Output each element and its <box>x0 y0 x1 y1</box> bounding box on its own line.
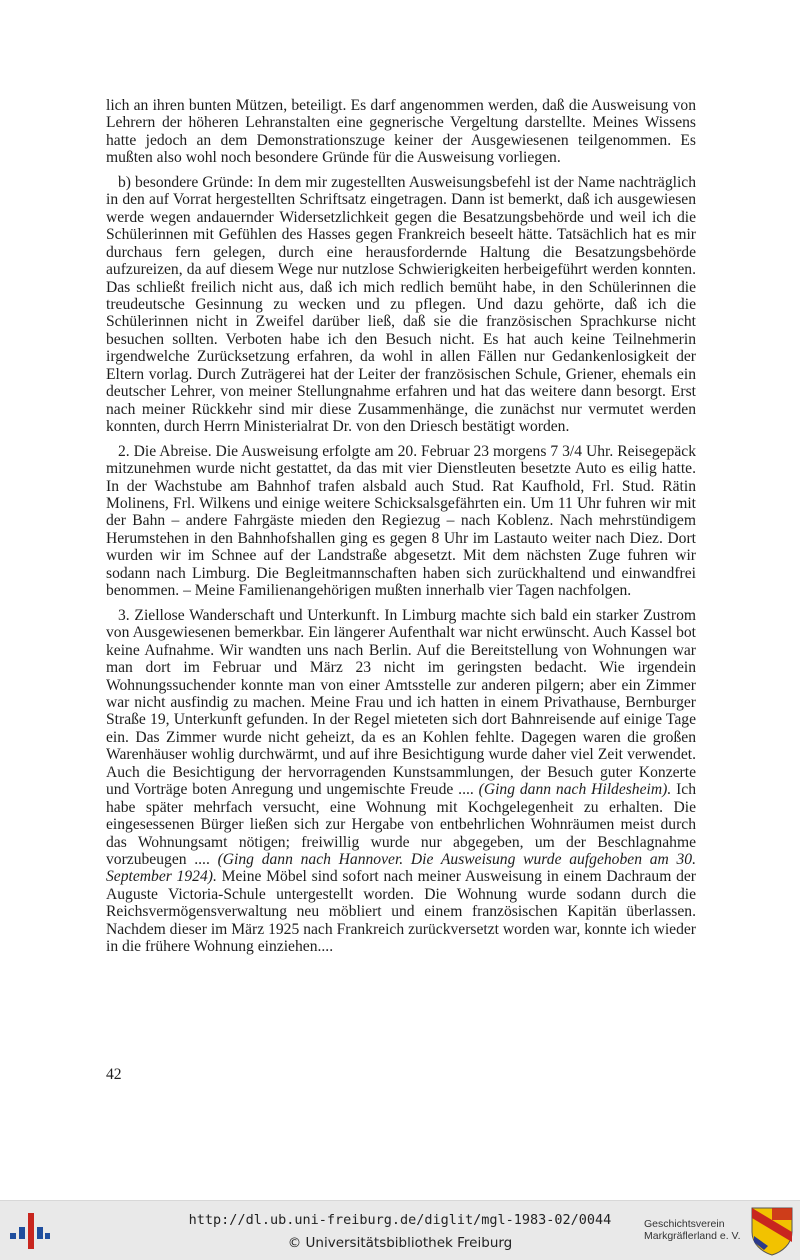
coat-of-arms-icon <box>750 1206 794 1256</box>
italic-note: (Ging dann nach Hildesheim). <box>478 781 672 799</box>
paragraph <box>106 443 696 600</box>
viewer-footer <box>0 1200 800 1260</box>
society-name <box>644 1218 754 1242</box>
body-text <box>106 97 696 963</box>
text-run: Ich habe später mehrfach versucht, eine Wohnung mit Kochgelegenheit zu erhalten. Die eingesessenen Bürger ließen sich zur Hergabe von entbehrlichen Wohnräumen meist durch das Wohnungsamt nötigen; freiwillig wurde nur abgegeben, um der Beschlagnahme vorzubeugen .... <box>106 781 696 869</box>
society-name-line-2: Markgräflerland e. V. <box>644 1230 741 1242</box>
paragraph <box>106 97 696 167</box>
text-run: 2. Die Abreise. Die Ausweisung erfolgte am 20. Februar 23 morgens 7 3/4 Uhr. Reisegepäck mitzunehmen wurde nicht gestattet, da das mit vier Dienstleuten besetzte Auto es eilig hatte. In der Wachstube am Bahnhof trafen alsbald auch Stud. Rat Kaufhold, Frl. Stud. Rätin Molinens, Frl. Wilkens und einige weitere Schicksalsgefährten ein. Um 11 Uhr fuhren wir mit der Bahn – andere Fahrgäste mieden den Regiezug – nach Koblenz. Nach mehrstündigem Herumstehen in den Bahnhofshallen ging es gegen 8 Uhr im Lastauto weiter nach Diez. Dort wurden wir im Schnee auf der Landstraße abgesetzt. Mit dem nächsten Zuge fuhren wir sodann nach Limburg. Die Begleitmannschaften haben sich zurückhaltend und einwandfrei benommen. – Meine Familienangehörigen mußten innerhalb vier Tagen nachfolgen. <box>106 442 696 600</box>
page-number: 42 <box>106 1066 122 1083</box>
text-run: lich an ihren bunten Mützen, beteiligt. Es darf angenommen werden, daß die Ausweisung von Lehrern der höheren Lehranstalten eine gegnerische Vergeltung darstellte. Meines Wissens hatte jedoch an dem Demonstrationszuge keiner der Ausgewiesenen teilgenommen. Es mußten also wohl noch besondere Gründe für die Ausweisung vorliegen. <box>106 97 696 167</box>
society-name-line-1: Geschichtsverein <box>644 1218 725 1230</box>
text-run: b) besondere Gründe: In dem mir zugestellten Ausweisungsbefehl ist der Name nachträglich in den auf Vorrat hergestellten Schriftsatz eingetragen. Dann ist bemerkt, daß ich ausgewiesen werde wegen andauernder Widersetzlichkeit gegen die Besatzungsbehörde und weil ich die Schülerinnen mit Gefühlen des Hasses gegen Frankreich beseelt hätte. Tatsächlich hat es mir durchaus fern gelegen, durch eine herausfordernde Haltung die Besatzungsbehörde aufzureizen, da auf diesem Wege nur nutzlose Schwierigkeiten herbeigeführt werden konnten. Das schließt freilich nicht aus, daß ich mich redlich bemüht habe, in den Schülerinnen die treudeutsche Gesinnung zu wecken und zu pflegen. Und dazu gehörte, daß ich die Schülerinnen nicht in Zweifel darüber ließ, daß sie die französischen Sprachkurse nicht besuchen sollten. Verboten habe ich den Besuch nicht. Es hat auch keine Teilnehmerin irgendwelche Zurücksetzung erfahren, da wohl in allen Fällen nur Gedankenlosigkeit der Eltern vorlag. Durch Zuträgerei hat der Leiter der französischen Schule, Griener, ehemals ein deutscher Lehrer, von meiner Stellungnahme erfahren und hat das weitere dann besorgt. Erst nach meiner Rückkehr sind mir diese Zusammenhänge, die zunächst nur vermutet werden konnten, durch Herrn Ministerialrat Dr. von den Driesch bestätigt worden. <box>106 173 696 436</box>
paragraph <box>106 174 696 436</box>
paragraph <box>106 607 696 956</box>
text-run: 3. Ziellose Wanderschaft und Unterkunft. In Limburg machte sich bald ein starker Zustrom von Ausgewiesenen bemerkbar. Ein längerer Aufenthalt war nicht erwünscht. Auch Kassel bot keine Aufnahme. Wir wandten uns nach Berlin. Auf die Bereitstellung von Wohnungen war man dort im Februar und März 23 nicht im geringsten bedacht. Wie irgendein Wohnungssuchender konnte man von einer Amtsstelle zur anderen pilgern; aber ein Zimmer war nicht ausfindig zu machen. Meine Frau und ich hatten in einem Privathause, Bernburger Straße 19, Unterkunft gefunden. In der Regel mieteten sich dort Bahnreisende auf einige Tage ein. Das Zimmer wurde nicht geheizt, da es an Kohlen fehlte. Dagegen waren die großen Warenhäuser wohlig durchwärmt, und auf ihre Besichtigung wurde daher viel Zeit verwendet. Auch die Besichtigung der hervorragenden Kunstsammlungen, der Besuch guter Konzerte und Vorträge boten Anregung und ungemischte Freude .... <box>106 606 696 799</box>
copyright-notice: © Universitätsbibliothek Freiburg <box>287 1235 513 1251</box>
permalink-url[interactable]: http://dl.ub.uni-freiburg.de/diglit/mgl-1983-02/0044 <box>188 1212 612 1228</box>
text-run: Meine Möbel sind sofort nach meiner Ausweisung in einem Dachraum der Auguste Victoria-Schule untergestellt worden. Die Wohnung wurde sodann durch die Reichsvermögensverwaltung neu möbliert und einem französischen Kapitän überlassen. Nachdem dieser im März 1925 nach Frankreich zurückversetzt worden war, konnte ich wieder in die frühere Wohnung einziehen.... <box>106 868 696 956</box>
italic-note: (Ging dann nach Hannover. Die Ausweisung wurde aufgehoben am 30. September 1924). <box>106 851 696 886</box>
